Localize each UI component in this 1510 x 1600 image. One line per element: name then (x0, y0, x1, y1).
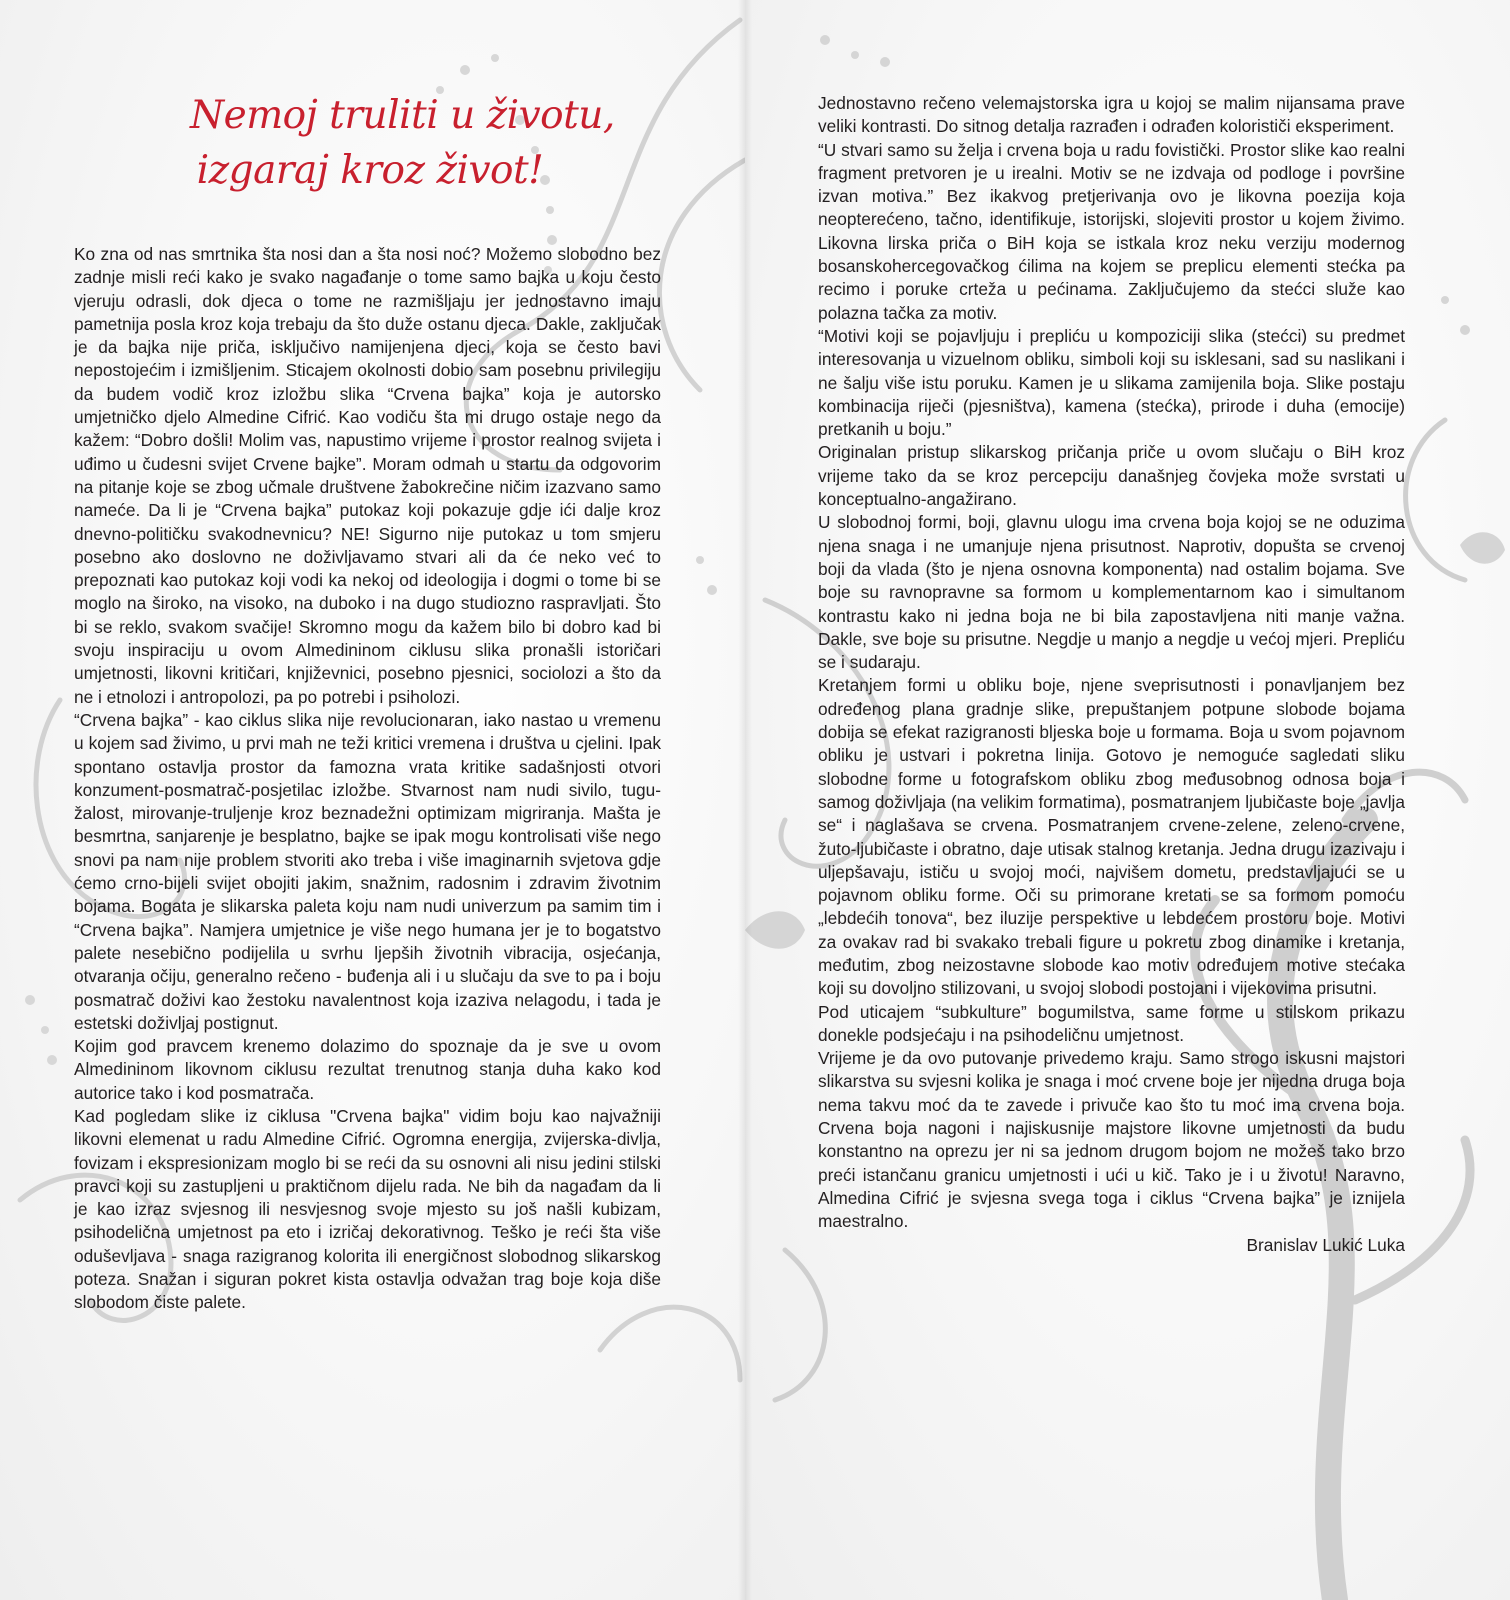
author-signature: Branislav Lukić Luka (1246, 1234, 1405, 1255)
paragraph: “U stvari samo su želja i crvena boja u radu fovistički. Prostor slike kao realni fragment pretvoren je u irealni. Motiv se ne izdvaja od podloge i površine izvan motiva.” Bez ikakvog pretjerivanja ovo je likovna poezija koja neopterećeno, tačno, identifikuje, istorijski, slojeviti prostor u kojem živimo. Likovna lirska priča o BiH koja se istkala kroz neku verziju modernog bosanskohercegovačkog ćilima na kojem se preplicu elementi stećka pa recimo i poruke crteža u pećinama. Zaključujemo da stećci služe kao polazna tačka za motiv. (818, 139, 1405, 323)
right-text-column (818, 92, 1405, 1257)
paragraph: Kojim god pravcem krenemo dolazimo do spoznaje da je sve u ovom Almedininom likovnom ciklusu rezultat trenutnog stanja duha kako kod autorice tako i kod posmatrača. (74, 1036, 661, 1103)
left-text-column (74, 243, 661, 1315)
paragraph: “Crvena bajka” - kao ciklus slika nije revolucionaran, iako nastao u vremenu u kojem sad živimo, u prvi mah ne teži kritici vremena i društva u cjelini. Ipak spontano ostavlja prostor da famozna vrata kritike sadašnjosti otvori konzument-posmatrač-posjetilac izložbe. Stvarnost nam nudi sivilo, tugu-žalost, mirovanje-truljenje kroz beznadežni optimizam migriranja. Mašta je besmrtna, sanjarenje je besplatno, bajke se ipak mogu kontrolisati više nego snovi pa nam nije problem stvoriti ako treba i više imaginarnih svjetova gdje ćemo crno-bijeli svijet obojiti jakim, snažnim, radosnim i zdravim životnim bojama. Bogata je slikarska paleta koju nam nudi univerzum pa samim tim i “Crvena bajka”. Namjera umjetnice je više nego humana jer je to bogatstvo palete nesebično podijelila u svrhu ljepših životnih vibracija, osjećanja, otvaranja očiju, generalno rečeno - buđenja ali i u slučaju da sve to pa i boju posmatrač doživi kao žestoku navalentnost koja izaziva nelagodu, i tada je estetski doživljaj postignut. (74, 709, 661, 1033)
paragraph: Originalan pristup slikarskog pričanja priče u ovom slučaju o BiH kroz vrijeme tako da se kroz percepciju današnjeg čovjeka može svrstati u konceptualno-angažirano. (818, 442, 1405, 510)
paragraph: Jednostavno rečeno velemajstorska igra u kojoj se malim nijansama prave veliki kontrasti. Do sitnog detalja razrađen i odrađen kolorističi eksperiment. (818, 93, 1405, 137)
paragraph: Vrijeme je da ovo putovanje privedemo kraju. Samo strogo iskusni majstori slikarstva su svjesni kolika je snaga i moć crvene boje jer nijedna druga boja nema takvu moć da te zavede i privuče kao što tu moć ima crvena boja. Crvena boja nagoni i najiskusnije majstore likovne umjetnosti da budu konstantno na oprezu jer ni sa jednom drugom bojom ne možeš tako brzo preći istančanu granicu umjetnosti i ući u kič. Tako je i u životu! Naravno, Almedina Cifrić je svjesna svega toga i ciklus “Crvena bajka” je iznijela maestralno. (818, 1048, 1405, 1232)
paragraph: Kretanjem formi u obliku boje, njene sveprisutnosti i ponavljanjem bez određenog plana gradnje slike, prepuštanjem potpune slobode bojama dobija se efekat razigranosti bljeska boje u formama. Boja u svom pojavnom obliku je ustvari i pokretna linija. Gotovo je nemoguće sagledati sliku slobodne forme u fotografskom obliku zbog međusobnog odnosa boja i samog doživljaja (na velikim formatima), posmatranjem ljubičaste boje „javlja se“ i naglašava se crvena. Posmatranjem crvene-zelene, zeleno-crvene, žuto-ljubičaste i obratno, daje utisak stalnog kretanja. Jedna drugu izazivaju i uljepšavaju, ističu u svojoj moći, najvišem dometu, predstavljajući se u pojavnom obliku forme. Oči su primorane kretati se sa formom pomoću „lebdećih tonova“, bez iluzije perspektive u lebdećem prostoru boje. Motivi za ovakav rad bi svakako trebali figure u pokretu zbog dinamike i kretanja, međutim, zbog neizostavne slobode kao motiv određujem motive stećaka koji su dovoljno stilizovani, u svojoj slobodi postojani i vijekovima prisutni. (818, 675, 1405, 999)
page-gutter (738, 0, 752, 1600)
title-line-1: Nemoj truliti u životu, (190, 93, 615, 138)
paragraph: Ko zna od nas smrtnika šta nosi dan a šta nosi noć? Možemo slobodno bez zadnje misli reći kako je svako nagađanje o tome samo bajka u koju često vjeruju odrasli, dok djeca o tome ne razmišljaju jer jednostavno imaju pametnija posla kroz koja trebaju da što duže ostanu djeca. Dakle, zaključak je da bajka nije priča, isključivo namijenjena djeci, koja se često bavi nepostojećim i izmišljenim. Sticajem okolnosti dobio sam posebnu privilegiju da budem vodič kroz izložbu slika “Crvena bajka” koja je autorsko umjetničko djelo Almedine Cifrić. Kao vodiču šta mi drugo ostaje nego da kažem: “Dobro došli! Molim vas, napustimo vrijeme i prostor realnog svijeta i uđimo u čudesni svijet Crvene bajke”. Moram odmah u startu da odgovorim na pitanje koje se zbog učmale društvene žabokrečine ničim izazvano samo nameće. Da li je “Crvena bajka” putokaz koji pokazuje gdje ići dalje kroz dnevno-političku svakodnevnicu? NE! Sigurno nije putokaz u tom smjeru posebno ako doslovno ne doživljavamo stvari ali da će neko već to prepoznati kao putokaz koji vodi ka nekoj od ideologija i dogmi o tome bi se moglo na široko, na visoko, na duboko i na dugo studiozno raspravljati. Što bi se reklo, svakom svačije! Skromno mogu da kažem bilo bi dobro kad bi svoju inspiraciju u ovom Almedininom ciklusu slika pronašli istoričari umjetnosti, likovni kritičari, književnici, posebno pjesnici, sociolozi a što da ne i etnolozi i antropolozi, pa po potrebi i psiholozi. (74, 244, 661, 707)
paragraph: Pod uticajem “subkulture” bogumilstva, same forme u stilskom prikazu donekle podsjećaju i na psihodeličnu umjetnost. (818, 1001, 1405, 1045)
title-line-2: izgaraj kroz život! (196, 148, 544, 193)
page-title (190, 88, 615, 198)
paragraph: U slobodnoj formi, boji, glavnu ulogu ima crvena boja kojoj se ne oduzima njena snaga i ne umanjuje njena prisutnost. Naprotiv, dopušta se crvenoj boji da vlada (što je njena osnovna komponenta) nad ostalim bojama. Sve boje su ravnopravne sa formom u komplementarnom kao i simultanom kontrastu kako ni jedna boja ne bi bila zapostavljena niti manje važna. Dakle, sve boje su prisutne. Negdje u manjo a negdje u većoj mjeri. Prepliću se i sudaraju. (818, 512, 1405, 673)
paragraph: Kad pogledam slike iz ciklusa "Crvena bajka" vidim boju kao najvažniji likovni elemenat u radu Almedine Cifrić. Ogromna energija, zvijerska-divlja, fovizam i ekspresionizam moglo bi se reći da su osnovni ali nisu jedini stilski pravci koji su zastupljeni u praktičnom dijelu rada. Ne bih da nagađam da li je kao izraz svjesnog ili nesvjesnog svoje mjesto su još našli kubizam, psihodelična umjetnost pa eto i izričaj dekorativnog. Teško je reći šta više oduševljava - snaga razigranog kolorita ili energičnost slobodnog slikarskog poteza. Snažan i siguran pokret kista ostavlja odvažan trag boje koja diše slobodom čiste palete. (74, 1105, 661, 1313)
paragraph: “Motivi koji se pojavljuju i prepliću u kompoziciji slika (stećci) su predmet interesovanja u vizuelnom obliku, simboli koji su isklesani, sad su naslikani i ne šalju više istu poruku. Kamen je u slikama zamijenila boja. Slike postaju kombinacija riječi (pjesništva), kamena (stećka), prirode i duha (emocije) pretkanih u boju.” (818, 325, 1405, 440)
